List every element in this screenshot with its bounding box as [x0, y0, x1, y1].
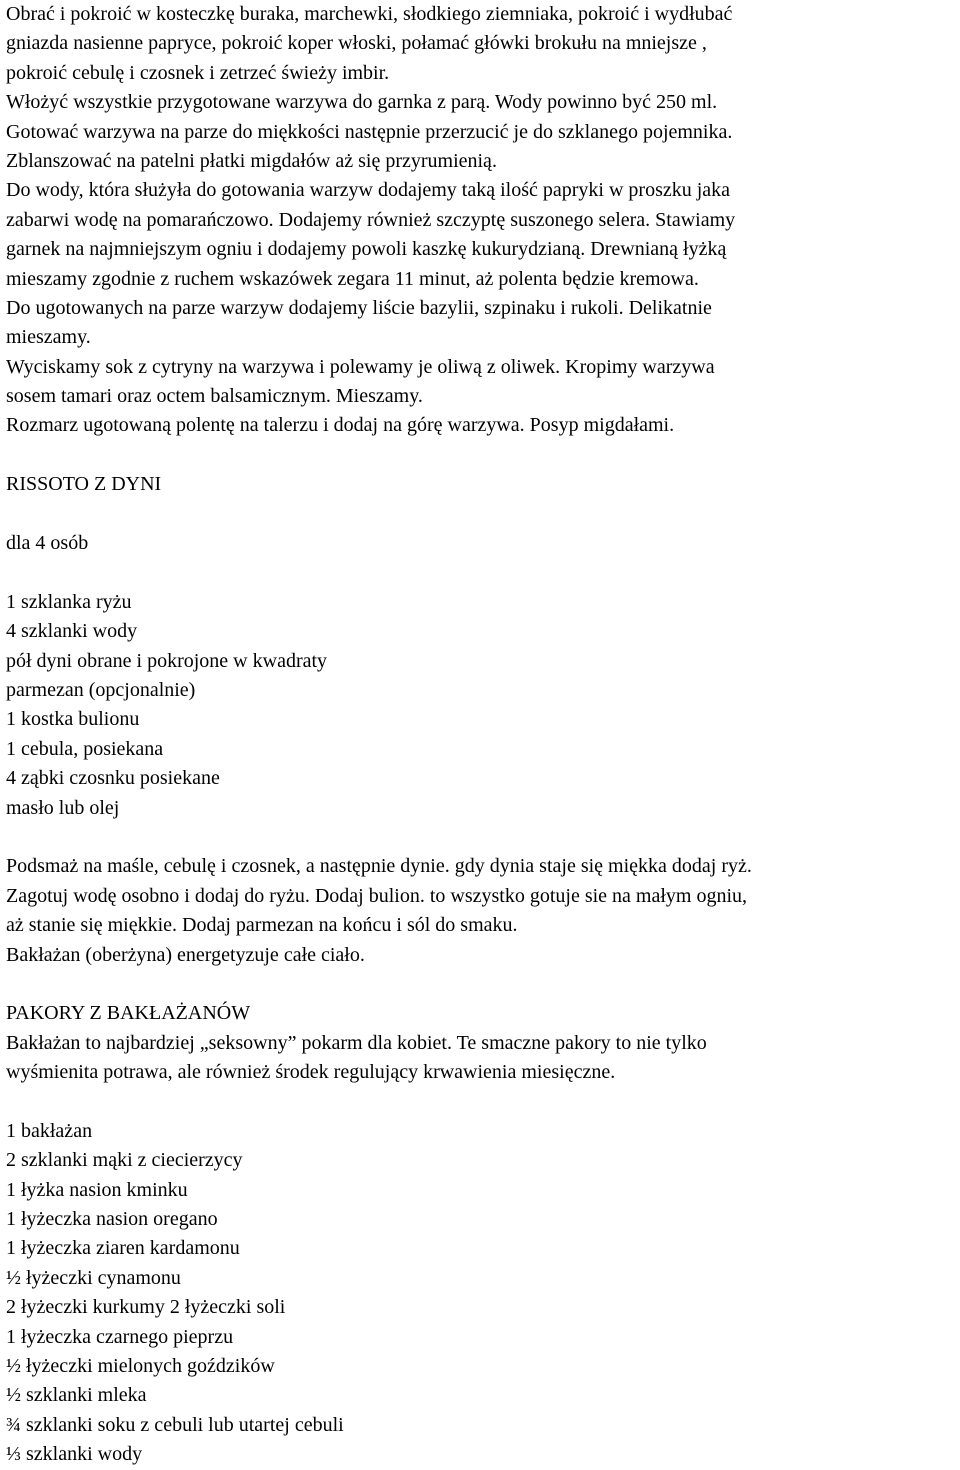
spacer: [6, 500, 956, 529]
text-line: Zblanszować na patelni płatki migdałów aż się przyrumienią.: [6, 149, 497, 172]
pakory-ingredients: [6, 1117, 956, 1470]
spacer: [6, 441, 956, 470]
text-line: mieszamy.: [6, 326, 91, 349]
text-line: Bakłażan to najbardziej „seksowny” pokarm dla kobiet. Te smaczne pakory to nie tylko: [6, 1031, 707, 1054]
ingredient-item: 4 ząbki czosnku posiekane: [6, 767, 220, 790]
ingredient-item: 1 łyżka nasion kminku: [6, 1178, 188, 1201]
ingredient-item: ¾ szklanki soku z cebuli lub utartej cebuli: [6, 1413, 344, 1436]
pakory-section: [6, 999, 956, 1469]
ingredient-item: 1 kostka bulionu: [6, 708, 140, 731]
pakory-title: PAKORY Z BAKŁAŻANÓW: [6, 1002, 251, 1025]
text-line: Bakłażan (oberżyna) energetyzuje całe ciało.: [6, 943, 365, 966]
pakory-intro: [6, 1029, 956, 1088]
ingredient-item: 1 łyżeczka nasion oregano: [6, 1208, 218, 1231]
text-line: sosem tamari oraz octem balsamicznym. Mieszamy.: [6, 385, 423, 408]
risotto-method: [6, 852, 956, 970]
ingredient-item: ½ łyżeczki mielonych goździków: [6, 1354, 275, 1377]
ingredient-item: ⅓ szklanki wody: [6, 1443, 143, 1466]
risotto-ingredients: [6, 588, 956, 823]
text-line: Zagotuj wodę osobno i dodaj do ryżu. Dodaj bulion. to wszystko gotuje sie na małym ogniu,: [6, 884, 748, 907]
ingredient-item: 2 łyżeczki kurkumy 2 łyżeczki soli: [6, 1296, 286, 1319]
spacer: [6, 558, 956, 587]
text-line: Podsmaż na maśle, cebulę i czosnek, a następnie dynie. gdy dynia staje się miękka dodaj ryż.: [6, 855, 752, 878]
ingredient-item: 1 łyżeczka czarnego pieprzu: [6, 1325, 234, 1348]
text-line: garnek na najmniejszym ogniu i dodajemy powoli kaszkę kukurydzianą. Drewnianą łyżką: [6, 238, 727, 261]
ingredient-item: 1 szklanka ryżu: [6, 590, 132, 613]
text-line: Rozmarz ugotowaną polentę na talerzu i dodaj na górę warzywa. Posyp migdałami.: [6, 414, 675, 437]
spacer: [6, 970, 956, 999]
text-line: wyśmienita potrawa, ale również środek regulujący krwawienia miesięczne.: [6, 1061, 616, 1084]
text-line: zabarwi wodę na pomarańczowo. Dodajemy również szczyptę suszonego selera. Stawiamy: [6, 208, 736, 231]
ingredient-item: 1 łyżeczka ziaren kardamonu: [6, 1237, 240, 1260]
text-line: Włożyć wszystkie przygotowane warzywa do garnka z parą. Wody powinno być 250 ml.: [6, 91, 718, 114]
spacer: [6, 823, 956, 852]
spacer: [6, 1087, 956, 1116]
text-line: Do ugotowanych na parze warzyw dodajemy liście bazylii, szpinaku i rukoli. Delikatnie: [6, 296, 712, 319]
ingredient-item: ½ szklanki mleka: [6, 1384, 147, 1407]
ingredient-item: 2 szklanki mąki z ciecierzycy: [6, 1149, 243, 1172]
text-line: aż stanie się miękkie. Dodaj parmezan na końcu i sól do smaku.: [6, 914, 518, 937]
text-line: mieszamy zgodnie z ruchem wskazówek zegara 11 minut, aż polenta będzie kremowa.: [6, 267, 699, 290]
text-line: Obrać i pokroić w kosteczkę buraka, marchewki, słodkiego ziemniaka, pokroić i wydłubać: [6, 3, 733, 25]
risotto-section: [6, 470, 956, 970]
ingredient-item: parmezan (opcjonalnie): [6, 678, 196, 701]
text-line: Gotować warzywa na parze do miękkości następnie przerzucić je do szklanego pojemnika.: [6, 120, 733, 143]
text-line: gniazda nasienne papryce, pokroić koper włoski, połamać główki brokułu na mniejsze ,: [6, 32, 707, 55]
ingredient-item: pół dyni obrane i pokrojone w kwadraty: [6, 649, 328, 672]
polenta-method: [6, 0, 956, 441]
text-line: Wyciskamy sok z cytryny na warzywa i polewamy je oliwą z oliwek. Kropimy warzywa: [6, 355, 715, 378]
ingredient-item: ½ łyżeczki cynamonu: [6, 1266, 181, 1289]
ingredient-item: 1 bakłażan: [6, 1119, 93, 1142]
ingredient-item: 4 szklanki wody: [6, 620, 138, 643]
document-page: [6, 0, 956, 1470]
ingredient-item: masło lub olej: [6, 796, 120, 819]
text-line: pokroić cebulę i czosnek i zetrzeć świeży imbir.: [6, 61, 390, 84]
risotto-title: RISSOTO Z DYNI: [6, 473, 162, 496]
ingredient-item: 1 cebula, posiekana: [6, 737, 164, 760]
text-line: Do wody, która służyła do gotowania warzyw dodajemy taką ilość papryki w proszku jaka: [6, 179, 731, 202]
risotto-servings: dla 4 osób: [6, 532, 89, 555]
